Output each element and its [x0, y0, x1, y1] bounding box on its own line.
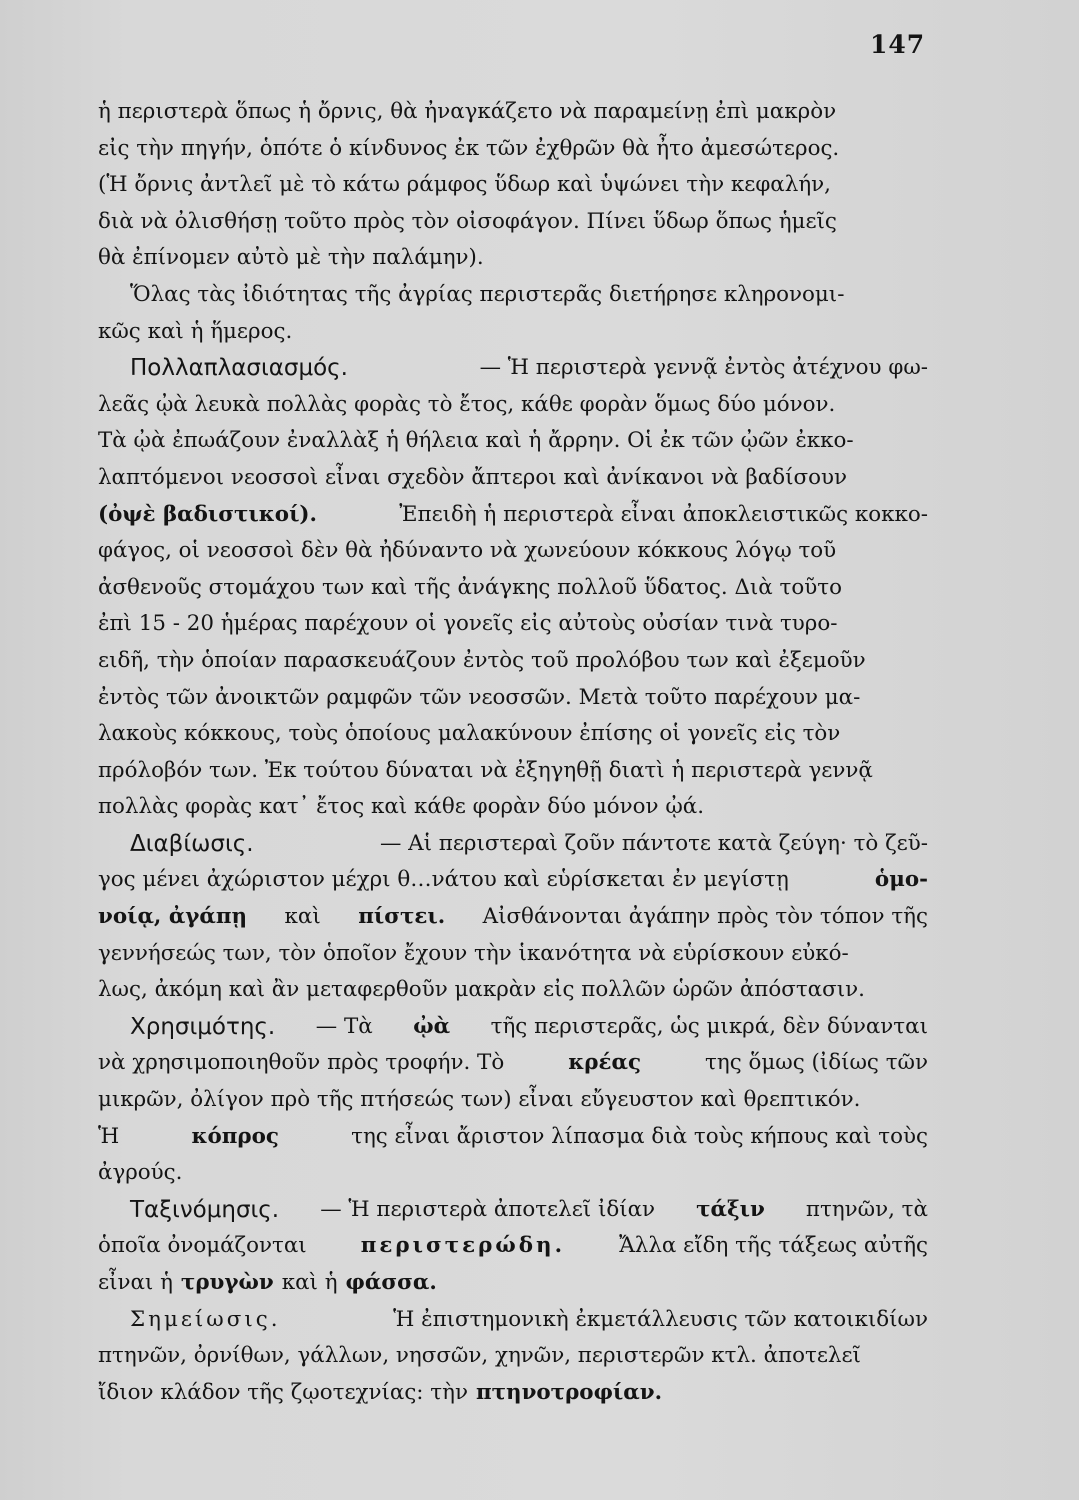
body-text — [98, 94, 928, 1411]
text-segment: Ἐπειδὴ ἡ περιστερὰ εἶναι ἀποκλειστικῶς κοκκο- — [399, 501, 928, 527]
text-segment: γεννήσεώς των, τὸν ὁποῖον ἔχουν τὴν ἱκανότητα νὰ εὑρίσκουν εὐκό- — [98, 940, 849, 966]
text-line — [98, 1192, 928, 1229]
text-segment: μικρῶν, ὀλίγον πρὸ τῆς πτήσεώς των) εἶναι εὔγευστον καὶ θρεπτικόν. — [98, 1087, 861, 1113]
section-heading: Διαβίωσις. — [130, 830, 254, 857]
text-line — [98, 1265, 928, 1302]
text-segment: Τὰ ᾠὰ ἐπωάζουν ἐναλλὰξ ἡ θήλεια καὶ ἡ ἄρρην. Οἱ ἐκ τῶν ᾠῶν ἐκκο- — [98, 428, 854, 454]
text-line — [98, 387, 928, 424]
text-segment: πολλὰς φορὰς κατ᾽ ἔτος καὶ κάθε φορὰν δύο μόνον ᾠά. — [98, 794, 705, 820]
emphasis-text: πίστει. — [358, 904, 446, 930]
text-line — [98, 606, 928, 643]
emphasis-text: περιστερώδη. — [360, 1233, 566, 1259]
text-line — [98, 240, 928, 277]
text-segment: ὁποῖα ὀνομάζονται — [98, 1233, 307, 1259]
text-line — [98, 862, 928, 899]
emphasis-text: τρυγὼν — [180, 1270, 274, 1295]
text-segment: γος μένει ἀχώριστον μέχρι θ…νάτου καὶ εὑρίσκεται ἐν μεγίστῃ — [98, 867, 789, 893]
text-segment: Ἄλλα εἴδη τῆς τάξεως αὐτῆς — [619, 1233, 928, 1259]
text-line — [98, 131, 928, 168]
text-segment: Αἰσθάνονται ἀγάπην πρὸς τὸν τόπον τῆς — [482, 904, 928, 930]
text-segment: ειδῆ, τὴν ὁποίαν παρασκευάζουν ἐντὸς τοῦ προλόβου των καὶ ἐξεμοῦν — [98, 647, 866, 673]
text-line — [98, 1375, 928, 1412]
text-line — [98, 1155, 928, 1192]
text-line — [98, 167, 928, 204]
text-line — [98, 753, 928, 790]
section-heading: Ταξινόμησις. — [130, 1196, 280, 1223]
text-segment: της ὅμως (ἰδίως τῶν — [705, 1050, 928, 1076]
text-line — [98, 1009, 928, 1046]
text-segment: ἐντὸς τῶν ἀνοικτῶν ραμφῶν τῶν νεοσσῶν. Μετὰ τοῦτο παρέχουν μα- — [98, 684, 861, 710]
text-segment: — Τὰ — [315, 1013, 373, 1039]
text-segment: Σημείωσις. — [130, 1306, 281, 1332]
text-segment: ἀσθενοῦς στομάχου των καὶ τῆς ἀνάγκης πολλοῦ ὕδατος. Διὰ τοῦτο — [98, 574, 842, 600]
text-segment: λεᾶς ᾠὰ λευκὰ πολλὰς φορὰς τὸ ἔτος, κάθε φορὰν ὅμως δύο μόνον. — [98, 391, 836, 417]
text-segment: (Ἡ ὄρνις ἀντλεῖ μὲ τὸ κάτω ράμφος ὕδωρ καὶ ὑψώνει τὴν κεφαλήν, — [98, 172, 831, 198]
text-segment: κῶς καὶ ἡ ἥμερος. — [98, 318, 293, 344]
text-segment: θὰ ἐπίνομεν αὐτὸ μὲ τὴν παλάμην). — [98, 245, 484, 271]
text-segment: ἐπὶ 15 - 20 ἡμέρας παρέχουν οἱ γονεῖς εἰς αὐτοὺς οὐσίαν τινὰ τυρο- — [98, 611, 838, 637]
text-segment: πτηνῶν, τὰ — [805, 1196, 928, 1222]
text-segment: Ἡ — [98, 1123, 120, 1149]
emphasis-text: (ὀψὲ βαδιστικοί). — [98, 501, 317, 527]
text-segment: εἶναι ἡ — [98, 1270, 173, 1295]
text-segment: καὶ — [284, 904, 321, 930]
section-heading: Χρησιμότης. — [130, 1013, 276, 1040]
text-line — [98, 789, 928, 826]
text-line — [98, 1045, 928, 1082]
text-segment: ἡ περιστερὰ ὅπως ἡ ὄρνις, θὰ ἠναγκάζετο νὰ παραμείνῃ ἐπὶ μακρὸν — [98, 99, 837, 124]
text-line — [98, 570, 928, 607]
section-heading: Πολλαπλασιασμός. — [130, 355, 348, 382]
text-segment: καὶ ἡ — [281, 1270, 338, 1295]
text-segment: ἴδιον κλάδον τῆς ζῳοτεχνίας: τὴν — [98, 1379, 468, 1405]
text-line — [98, 1082, 928, 1119]
text-segment: της εἶναι ἄριστον λίπασμα διὰ τοὺς κήπους καὶ τοὺς — [351, 1123, 928, 1149]
text-line — [98, 423, 928, 460]
text-line — [98, 314, 928, 351]
text-segment: φάγος, οἱ νεοσσοὶ δὲν θὰ ἠδύναντο νὰ χωνεύουν κόκκους λόγῳ τοῦ — [98, 538, 837, 564]
text-line — [98, 497, 928, 534]
text-line — [98, 680, 928, 717]
emphasis-text: νοίᾳ, ἀγάπῃ — [98, 904, 248, 930]
text-segment: λακοὺς κόκκους, τοὺς ὁποίους μαλακύνουν ἐπίσης οἱ γονεῖς εἰς τὸν — [98, 721, 841, 747]
emphasis-text: ᾠὰ — [413, 1013, 451, 1039]
emphasis-text: κόπρος — [191, 1123, 279, 1149]
text-segment: ἀγρούς. — [98, 1160, 183, 1186]
emphasis-text: κρέας — [568, 1050, 641, 1076]
text-segment: διὰ νὰ ὀλισθήσῃ τοῦτο πρὸς τὸν οἰσοφάγον. Πίνει ὕδωρ ὅπως ἡμεῖς — [98, 208, 837, 234]
text-segment: λαπτόμενοι νεοσσοὶ εἶναι σχεδὸν ἄπτεροι καὶ ἀνίκανοι νὰ βαδίσουν — [98, 464, 847, 490]
emphasis-text: τάξιν — [696, 1196, 765, 1222]
text-segment: εἰς τὴν πηγήν, ὁπότε ὁ κίνδυνος ἐκ τῶν ἐχθρῶν θὰ ἦτο ἀμεσώτερος. — [98, 135, 840, 161]
text-line — [98, 1302, 928, 1339]
text-segment: — Ἡ περιστερὰ γεννᾷ ἐντὸς ἀτέχνου φω- — [479, 355, 928, 381]
text-line — [98, 533, 928, 570]
text-line — [98, 936, 928, 973]
text-line — [98, 350, 928, 387]
text-line — [98, 716, 928, 753]
text-segment: πρόλοβόν των. Ἐκ τούτου δύναται νὰ ἐξηγηθῇ διατὶ ἡ περιστερὰ γεννᾷ — [98, 757, 873, 783]
text-line — [98, 1228, 928, 1265]
text-segment: νὰ χρησιμοποιηθοῦν πρὸς τροφήν. Τὸ — [98, 1050, 505, 1076]
emphasis-text: φάσσα. — [345, 1270, 437, 1295]
text-segment: — Αἱ περιστεραὶ ζοῦν πάντοτε κατὰ ζεύγη· τὸ ζεῦ- — [379, 830, 928, 856]
text-segment: πτηνῶν, ὀρνίθων, γάλλων, νησσῶν, χηνῶν, περιστερῶν κτλ. ἀποτελεῖ — [98, 1343, 861, 1369]
text-line — [98, 277, 928, 314]
text-segment: — Ἡ περιστερὰ ἀποτελεῖ ἰδίαν — [320, 1196, 656, 1222]
text-line — [98, 899, 928, 936]
text-line — [98, 1119, 928, 1156]
text-line — [98, 94, 928, 131]
text-segment: τῆς περιστερᾶς, ὡς μικρά, δὲν δύνανται — [490, 1013, 928, 1039]
emphasis-text: πτηνοτροφίαν. — [475, 1379, 663, 1405]
text-line — [98, 1338, 928, 1375]
text-line — [98, 972, 928, 1009]
text-line — [98, 460, 928, 497]
text-segment: Ὅλας τὰς ἰδιότητας τῆς ἀγρίας περιστερᾶς διετήρησε κληρονομι- — [130, 281, 845, 307]
text-line — [98, 643, 928, 680]
text-segment: Ἡ ἐπιστημονικὴ ἐκμετάλλευσις τῶν κατοικιδίων — [393, 1306, 928, 1332]
text-line — [98, 826, 928, 863]
text-line — [98, 204, 928, 241]
emphasis-text: ὁμο- — [874, 867, 928, 893]
text-segment: λως, ἀκόμη καὶ ἂν μεταφερθοῦν μακρὰν εἰς πολλῶν ὡρῶν ἀπόστασιν. — [98, 977, 865, 1003]
page-number: 147 — [870, 30, 926, 59]
